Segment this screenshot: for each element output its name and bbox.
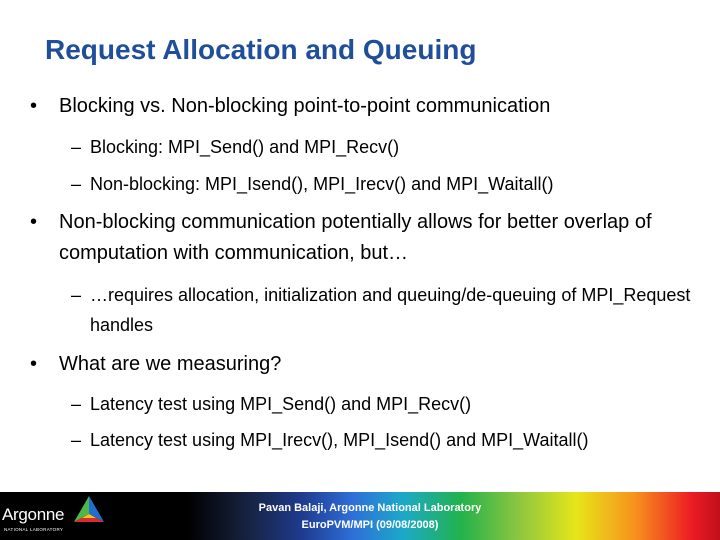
argonne-triangle-icon (72, 494, 106, 528)
sub-bullet-marker: – (71, 394, 82, 414)
sub-bullet-item (71, 132, 711, 162)
bullet-text: What are we measuring? (59, 353, 282, 375)
sub-bullet-text: Latency test using MPI_Irecv(), MPI_Isend() and MPI_Waitall() (90, 430, 589, 450)
bullet-text: Blocking vs. Non-blocking point-to-point communication (59, 95, 551, 117)
footer-event: EuroPVM/MPI (09/08/2008) (301, 519, 439, 531)
sub-bullet-item (71, 169, 711, 199)
sub-bullet-text: …requires allocation, initialization and queuing/de-queuing of MPI_Request handles (90, 285, 691, 335)
argonne-logo (2, 500, 112, 538)
sub-bullet-item (71, 425, 711, 455)
sub-bullet-marker: – (71, 430, 82, 450)
bullet-item (30, 91, 700, 122)
footer-bar (0, 492, 720, 540)
footer-credit (220, 500, 520, 534)
sub-bullet-item (71, 389, 711, 419)
footer-author: Pavan Balaji, Argonne National Laboratory (258, 502, 482, 514)
bullet-text: Non-blocking communication potentially allows for better overlap of computation with communication, but… (59, 211, 652, 264)
logo-text: Argonne (2, 505, 65, 524)
sub-bullet-marker: – (71, 137, 82, 157)
sub-bullet-marker: – (71, 285, 82, 305)
sub-bullet-text: Non-blocking: MPI_Isend(), MPI_Irecv() and MPI_Waitall() (90, 174, 554, 194)
slide-title: Request Allocation and Queuing (45, 34, 477, 65)
sub-bullet-text: Latency test using MPI_Send() and MPI_Recv() (90, 394, 472, 414)
bullet-marker: • (30, 95, 38, 117)
bullet-item (30, 349, 700, 380)
bullet-item (30, 207, 700, 269)
bullet-marker: • (30, 353, 38, 375)
bullet-marker: • (30, 211, 38, 233)
logo-subtext: NATIONAL LABORATORY (4, 527, 64, 532)
sub-bullet-item (71, 280, 711, 340)
sub-bullet-text: Blocking: MPI_Send() and MPI_Recv() (90, 137, 400, 157)
sub-bullet-marker: – (71, 174, 82, 194)
